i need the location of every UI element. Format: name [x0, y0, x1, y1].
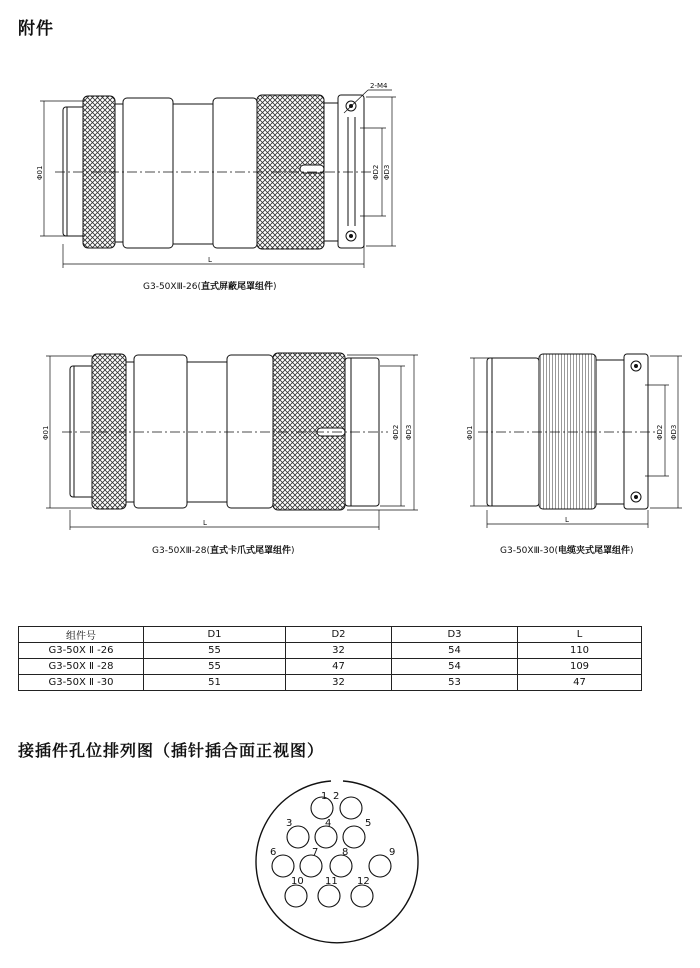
drawing-g3-50x-30	[460, 340, 690, 540]
page-title: 附件	[18, 19, 54, 39]
caption-3: G3-50XⅢ-30(电缆夹式尾罩组件)	[500, 546, 634, 556]
d1-label: Φ01	[42, 425, 50, 440]
drawing-g3-50x-28	[0, 340, 420, 540]
pin-label: 9	[389, 847, 396, 858]
d2-label: ΦD2	[656, 424, 664, 440]
pin-label: 4	[325, 818, 332, 829]
table-cell: 54	[392, 659, 518, 675]
caption-1: G3-50XⅢ-26(直式屏蔽尾罩组件)	[143, 282, 277, 292]
d3-label: ΦD3	[383, 164, 391, 180]
spec-table	[18, 626, 642, 691]
pin-label: 11	[325, 876, 338, 887]
table-cell: 54	[392, 643, 518, 659]
drawing-g3-50x-26	[0, 75, 420, 275]
table-header: 组件号	[19, 627, 144, 643]
table-cell: G3-50X Ⅱ -30	[19, 675, 144, 691]
table-cell: 55	[144, 643, 286, 659]
table-row	[19, 675, 642, 691]
table-header: D1	[144, 627, 286, 643]
table-header: L	[518, 627, 642, 643]
table-cell: 110	[518, 643, 642, 659]
length-label: L	[203, 519, 207, 527]
table-cell: 47	[518, 675, 642, 691]
table-cell: 32	[286, 643, 392, 659]
pin-label: 12	[357, 876, 370, 887]
pin-label: 8	[342, 847, 349, 858]
table-cell: 47	[286, 659, 392, 675]
d1-label: Φ01	[36, 165, 44, 180]
d3-label: ΦD3	[405, 424, 413, 440]
table-cell: 32	[286, 675, 392, 691]
table-row	[19, 643, 642, 659]
table-cell: G3-50X Ⅱ -26	[19, 643, 144, 659]
d3-label: ΦD3	[670, 424, 678, 440]
pin-label: 5	[365, 818, 372, 829]
table-header: D3	[392, 627, 518, 643]
pin-label: 6	[270, 847, 277, 858]
table-cell: G3-50X Ⅱ -28	[19, 659, 144, 675]
pin-label: 3	[286, 818, 293, 829]
d1-label: Φ01	[466, 425, 474, 440]
length-label: L	[208, 256, 212, 264]
d2-label: ΦD2	[392, 424, 400, 440]
pin-label: 2	[333, 791, 340, 802]
pin-label: 10	[291, 876, 304, 887]
table-header-row	[19, 627, 642, 643]
pin-layout-diagram	[250, 775, 420, 960]
pin-label: 1	[321, 791, 328, 802]
d2-label: ΦD2	[372, 164, 380, 180]
table-header: D2	[286, 627, 392, 643]
table-cell: 53	[392, 675, 518, 691]
screw-label: 2-M4	[370, 82, 388, 90]
section-title: 接插件孔位排列图（插针插合面正视图）	[18, 741, 325, 760]
length-label: L	[565, 516, 569, 524]
table-cell: 55	[144, 659, 286, 675]
table-cell: 51	[144, 675, 286, 691]
table-cell: 109	[518, 659, 642, 675]
table-row	[19, 659, 642, 675]
caption-2: G3-50XⅢ-28(直式卡爪式尾罩组件)	[152, 546, 295, 556]
pin-label: 7	[312, 847, 319, 858]
